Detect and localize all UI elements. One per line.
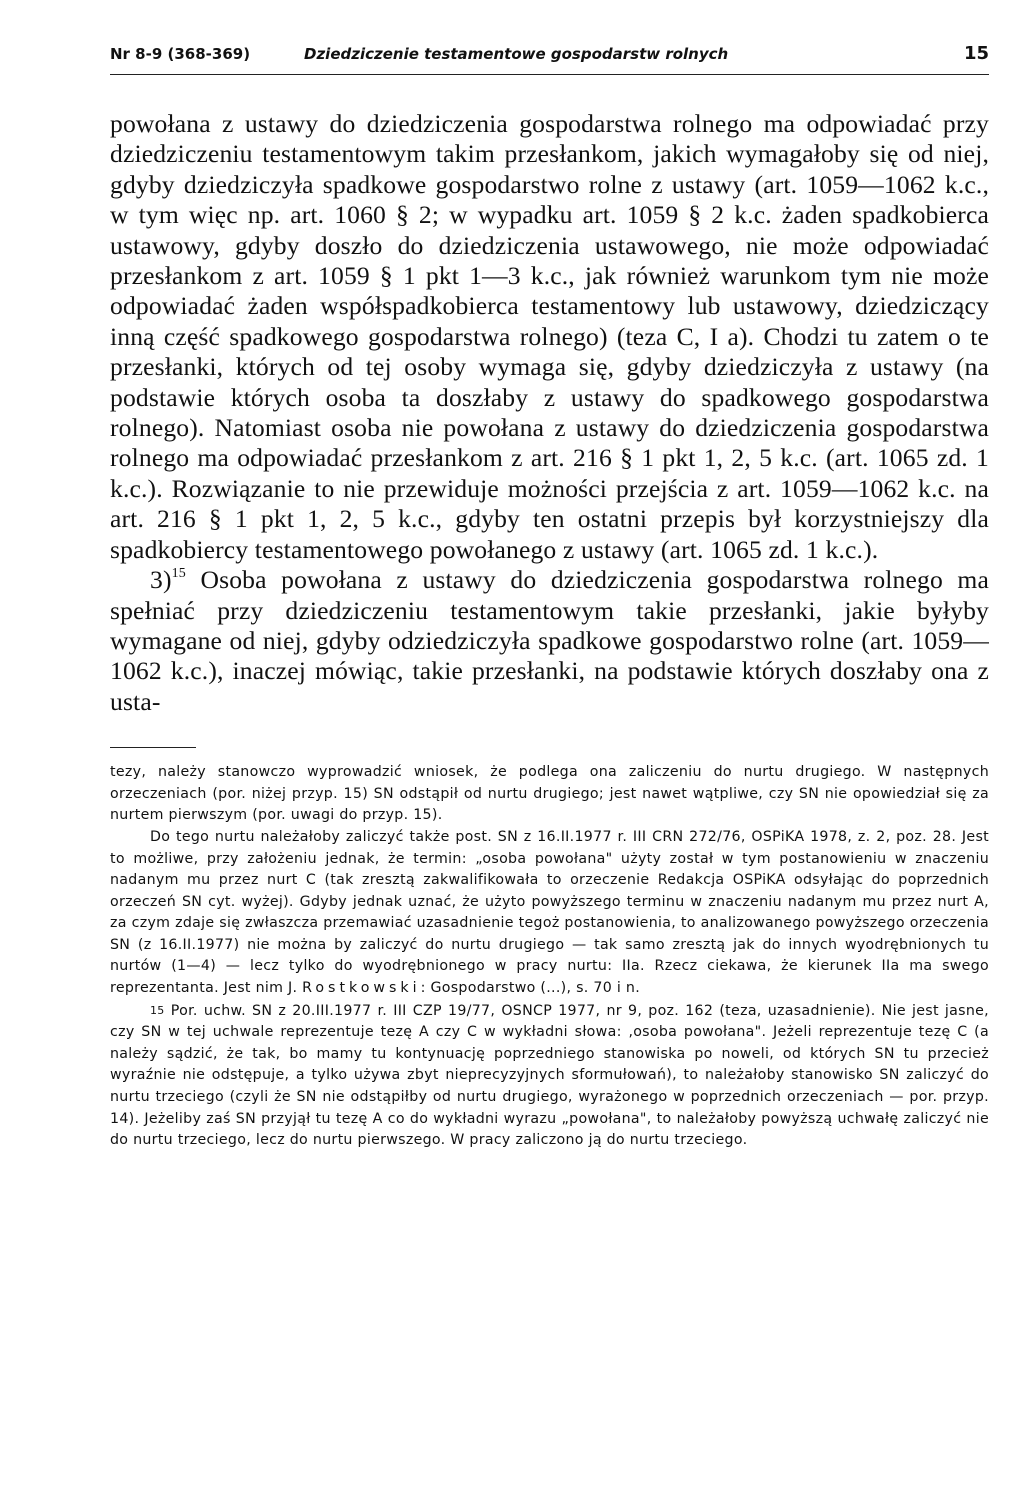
main-text <box>110 109 989 717</box>
footnote-number: 15 <box>150 1003 165 1017</box>
footnote-continuation: tezy, należy stanowczo wyprowadzić wniosek, że podlega ona zaliczeniu do nurtu drugiego. W następnych orzeczeniach (por. niżej przyp. 15) SN odstąpił od nurtu drugiego; jest nawet wątpliwe, czy SN nie opowiedział się za nurtem pierwszym (por. uwagi do przyp. 15). <box>110 764 989 824</box>
footnote-ref: 15 <box>171 566 186 582</box>
paragraph-text: Osoba powołana z ustawy do dziedziczenia gospodarstwa rolnego ma spełniać przy dziedziczeniu testamentowym takie przesłanki, jakie byłyby wymagane od niej, gdyby odziedziczyła spadkowe gospodarstwo rolne (art. 1059—1062 k.c.), inaczej mówiąc, takie przesłanki, na podstawie których doszłaby ona z usta- <box>110 565 989 716</box>
header-rule <box>110 74 989 75</box>
footnote-15 <box>110 1000 989 1152</box>
paragraph-number: 3) <box>150 565 172 595</box>
footnote-text: Do tego nurtu należałoby zaliczyć także post. SN z 16.II.1977 r. III CRN 272/76, OSPiKA 1978, z. 2, poz. 28. Jest to możliwe, przy założeniu jednak, że termin: „osoba powołana" użyty został w tym postanowieniu w znaczeniu nadanym mu przez nurt C (tak zresztą zakwalifikowała to orzeczenie Redakcja OSPiKA odsyłając do poprzednich orzeczeń SN cyt. wyżej). Gdyby jednak uznać, że użyto powyższego terminu w znaczeniu nadanym mu przez nurt A, za czym zdaje się zwłaszcza przemawiać uzasadnienie tegoż postanowienia, to analizowanego powyższego orzeczenia SN (z 16.II.1977) nie można by zaliczyć do nurtu drugiego — tak samo zresztą jak do innych wyodrębnionych tu nurtów (1—4) — lecz tylko do wyodrębnionego w pracy nurtu: IIa. Rzecz ciekawa, że kierunek IIa ma swego reprezentanta. Jest nim J. <box>110 828 989 997</box>
footnotes <box>110 762 989 1152</box>
issue-number: Nr 8-9 (368-369) <box>110 45 251 63</box>
footnote-text: Por. uchw. SN z 20.III.1977 r. III CZP 19/77, OSNCP 1977, nr 9, poz. 162 (teza, uzasadnienie). Nie jest jasne, czy SN w tej uchwale reprezentuje tezę A czy C w wykładni słowa: ‚osoba powołana". Jeżeli reprezentuje tezę C (a należy sądzić, że tak, bo mamy tu kontynuację poprzedniego stanowiska po noweli, od których SN tu przecież wyraźnie nie odstępuje, a tylko używa zbyt nieprecyzyjnych sformułowań), to należałoby stanowisko SN zaliczyć do nurtu trzeciego (czyli że SN nie odstąpiłby od nurtu drugiego, wyrażonego w poprzednich orzeczeniach — por. przyp. 14). Jeżeliby zaś SN przyjął tu tezę A co do wykładni wyrazu „powołana", to należałoby powyższą uchwałę zaliczyć nie do nurtu trzeciego, lecz do nurtu pierwszego. W pracy zaliczono ją do nurtu trzeciego. <box>110 1002 989 1149</box>
page-number: 15 <box>963 43 989 64</box>
body-paragraph-numbered <box>110 565 989 717</box>
footnote-paragraph <box>110 827 989 1000</box>
body-paragraph: powołana z ustawy do dziedziczenia gospodarstwa rolnego ma odpowiadać przy dziedziczeniu testamentowym takim przesłankom, jakich wymagałoby się od niej, gdyby dziedziczyła spadkowe gospodarstwo rolne z ustawy (art. 1059—1062 k.c., w tym więc np. art. 1060 § 2; w wypadku art. 1059 § 2 k.c. żaden spadkobierca ustawowy, gdyby doszło do dziedziczenia ustawowego, nie może odpowiadać przesłankom z art. 1059 § 1 pkt 1—3 k.c., jak również warunkom tym nie może odpowiadać żaden współspadkobierca testamentowy lub ustawowy, dziedziczący inną część spadkowego gospodarstwa rolnego) (teza C, I a). Chodzi tu zatem o te przesłanki, których od tej osoby wymaga się, gdyby dziedziczyła z ustawy (na podstawie których osoba ta doszłaby z ustawy do spadkowego gospodarstwa rolnego). Natomiast osoba nie powołana z ustawy do dziedziczenia gospodarstwa rolnego ma odpowiadać przesłankom z art. 216 § 1 pkt 1, 2, 5 k.c. (art. 1065 zd. 1 k.c.). Rozwiązanie to nie przewiduje możności przejścia z art. 1059—1062 k.c. na art. 216 § 1 pkt 1, 2, 5 k.c., gdyby ten ostatni przepis był korzystniejszy dla spadkobiercy testamentowego powołanego z ustawy (art. 1065 zd. 1 k.c.). <box>110 109 989 564</box>
author-name: Rostkowski <box>302 980 421 997</box>
footnote-text: : Gospodarstwo (...), s. 70 i n. <box>420 980 641 997</box>
running-header <box>110 44 989 70</box>
footnote-separator <box>110 747 196 748</box>
running-title: Dziedziczenie testamentowe gospodarstw rolnych <box>304 45 729 63</box>
